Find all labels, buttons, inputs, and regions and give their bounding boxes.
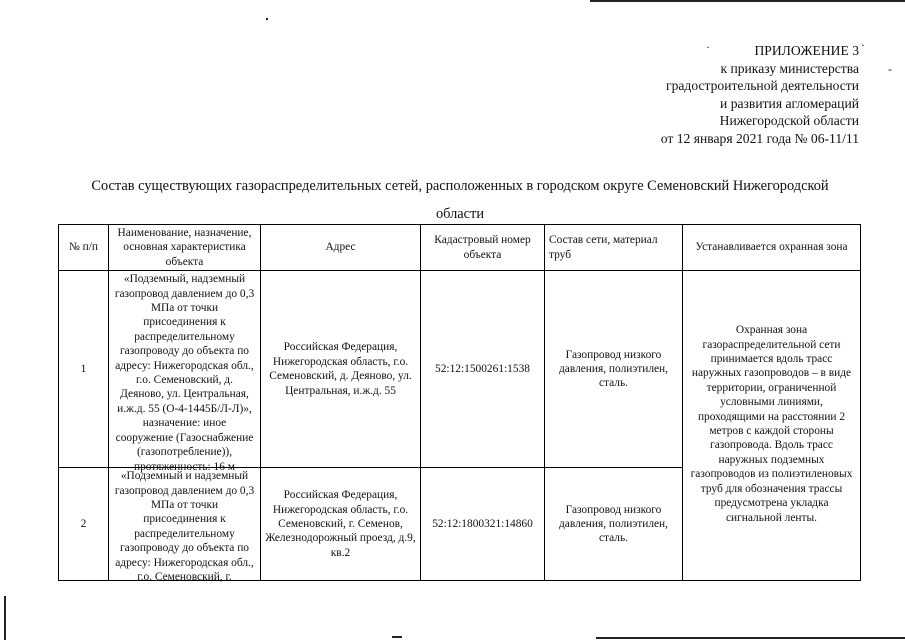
column-header-composition: Состав сети, материал труб (545, 225, 683, 271)
address-cell: Российская Федерация, Нижегородская область, г.о. Семеновский, д. Деяново, ул. Центральная, и.ж.д. 55 (261, 271, 421, 468)
document-title-line: Состав существующих газораспределительных сетей, расположенных в городском округе Семеновский Нижегородской (91, 178, 829, 194)
scan-artifact-dot: · (706, 40, 710, 54)
scan-artifact-top-line (590, 0, 905, 2)
appendix-line: Нижегородской области (719, 113, 859, 129)
scan-artifact-left-edge (4, 596, 6, 640)
row-number: 2 (59, 468, 109, 581)
table-header-row (59, 225, 861, 271)
column-header-num: № п/п (59, 225, 109, 271)
column-header-cadastral: Кадастровый номер объекта (421, 225, 545, 271)
protection-zone-cell: Охранная зона газораспределительной сети принимается вдоль трасс наружных газопроводов – в виде территории, ограниченной условными линиями, проходящими на расстоянии 2 метров с каждой стороны газопровода. Вдоль трасс наружных подземных газопроводов из полиэтиленовых труб для обозначения трассы предусмотрена укладка сигнальной ленты. (683, 271, 861, 581)
appendix-line: к приказу министерства (720, 60, 859, 76)
scan-artifact-bottom-dash (392, 636, 402, 638)
object-name: «Подземный и надземный газопровод давлением до 0,3 МПа от точки присоединения к распределительному газопроводу до объекта по адресу: Нижегородская обл., г.о. Семеновский, г. (114, 470, 255, 584)
network-composition-cell: Газопровод низкого давления, полиэтилен, сталь. (545, 468, 683, 581)
document-title (60, 172, 860, 228)
column-header-address: Адрес (261, 225, 421, 271)
appendix-line: градостроительной деятельности (666, 78, 859, 94)
document-title-line: области (435, 206, 485, 222)
scan-artifact-dot: · (861, 38, 865, 52)
table-row (59, 271, 861, 468)
address-cell: Российская Федерация, Нижегородская область, г.о. Семеновский, г. Семенов, Железнодорожный проезд, д.9, кв.2 (261, 468, 421, 581)
column-header-zone: Устанавливается охранная зона (683, 225, 861, 271)
column-header-name: Наименование, назначение, основная характеристика объекта (109, 225, 261, 271)
appendix-title: ПРИЛОЖЕНИЕ 3 (754, 43, 859, 58)
cadastral-number-cell: 52:12:1500261:1538 (421, 271, 545, 468)
object-name-cell (109, 271, 261, 473)
appendix-header (539, 42, 859, 148)
row-number: 1 (59, 271, 109, 468)
scan-artifact-bottom-line (596, 637, 905, 639)
object-name-cell (109, 468, 261, 584)
scan-artifact-top-dot (266, 18, 268, 20)
network-composition-cell: Газопровод низкого давления, полиэтилен, сталь. (545, 271, 683, 468)
object-name: «Подземный, надземный газопровод давлением до 0,3 МПа от точки присоединения к распределительному газопроводу до объекта по адресу: Нижегородская обл., г.о. Семеновский, д. Деяново, ул. Центральная, и.ж.д. 55 (О-4-1445Б/Л-Л)», назначение: иное сооружение (Газоснабжение (газопотребление)), протяженность: 16 м (114, 273, 255, 473)
appendix-line: и развития агломераций (720, 95, 859, 111)
scan-artifact-dot: - (888, 62, 892, 76)
appendix-line: от 12 января 2021 года № 06-11/11 (660, 130, 859, 146)
gas-networks-table (58, 224, 861, 584)
cadastral-number-cell: 52:12:1800321:14860 (421, 468, 545, 581)
